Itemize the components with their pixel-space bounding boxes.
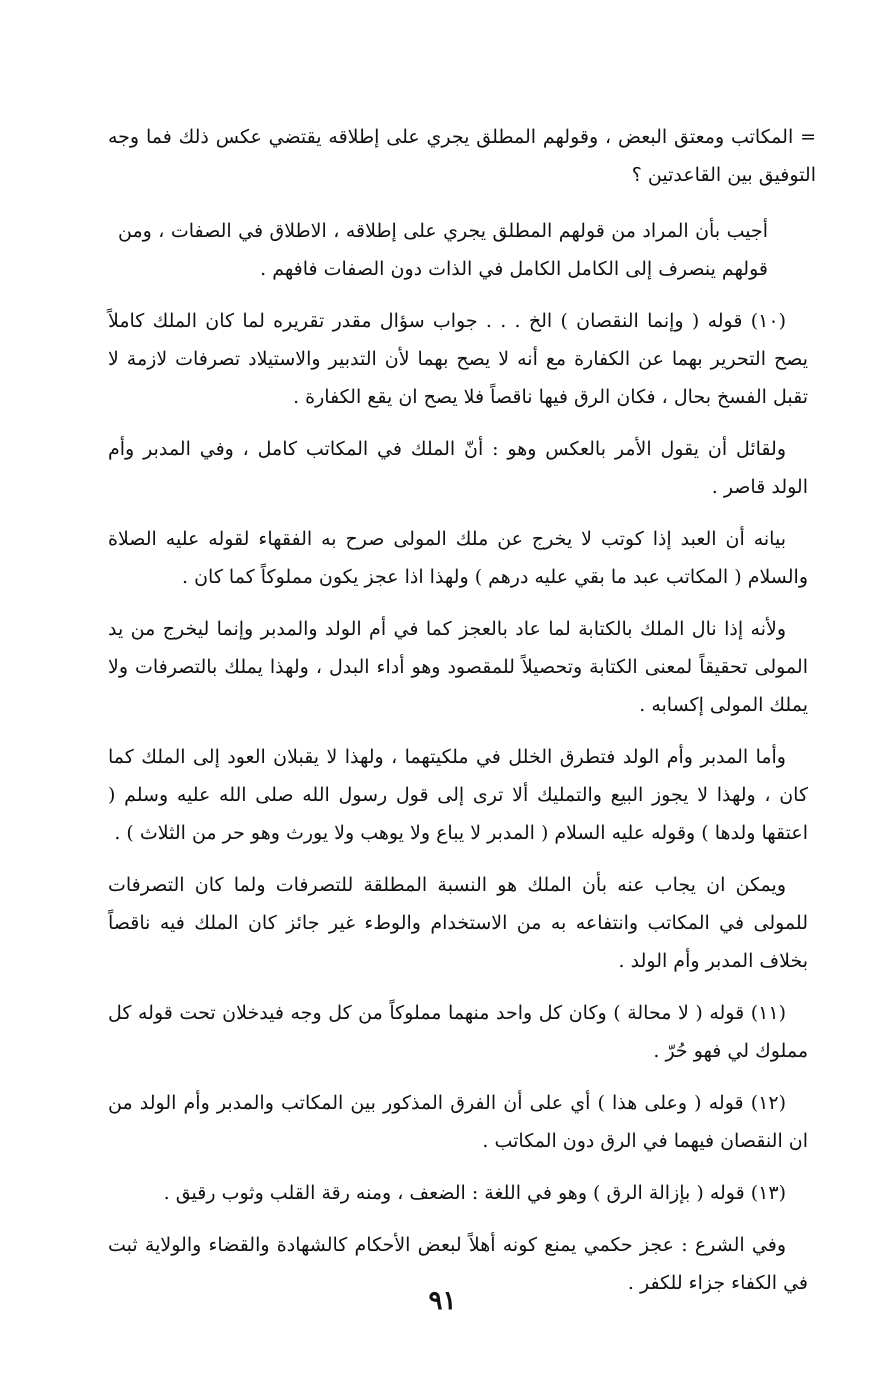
paragraph-reply: ويمكن ان يجاب عنه بأن الملك هو النسبة المطلقة للتصرفات ولما كان التصرفات للمولى في المكاتب وانتفاعه به من الاستخدام والوطء غير جائز كان الملك فيه ناقصاً بخلاف المدبر وأم الولد . xyxy=(108,874,808,972)
paragraph-note-11: (١١) قوله ( لا محالة ) وكان كل واحد منهما مملوكاً من كل وجه فيدخلان تحت قوله كل مملوك لي فهو حُرّ . xyxy=(108,1002,808,1062)
paragraph-answer: أجيب بأن المراد من قولهم المطلق يجري على إطلاقه ، الاطلاق في الصفات ، ومن قولهم ينصرف إلى الكامل الكامل في الذات دون الصفات فافهم . xyxy=(118,220,768,280)
paragraph-note-13: (١٣) قوله ( بإزالة الرق ) وهو في اللغة : الضعف ، ومنه رقة القلب وثوب رقيق . xyxy=(163,1182,786,1204)
paragraph-reason: ولأنه إذا نال الملك بالكتابة لما عاد بالعجز كما في أم الولد والمدبر وإنما ليخرج من يد المولى تحقيقاً لمعنى الكتابة وتحصيلاً للمقصود وهو أداء البدل ، ولهذا يملك بالتصرفات ولا يملك المولى إكسابه . xyxy=(108,618,808,716)
paragraph-continuation: = المكاتب ومعتق البعض ، وقولهم المطلق يجري على إطلاقه يقتضي عكس ذلك فما وجه التوفيق بين القاعدتين ؟ xyxy=(108,126,816,186)
document-body xyxy=(108,118,816,1316)
paragraph-mudabbar: وأما المدبر وأم الولد فتطرق الخلل في ملكيتهما ، ولهذا لا يقبلان العود إلى الملك كما كان ، ولهذا لا يجوز البيع والتمليك ألا ترى إلى قول رسول الله صلى الله عليه وسلم ( اعتقها ولدها ) وقوله عليه السلام ( المدبر لا يباع ولا يوهب ولا يورث وهو حر من الثلاث ) . xyxy=(108,746,808,844)
paragraph-note-10: (١٠) قوله ( وإنما النقصان ) الخ . . . جواب سؤال مقدر تقريره لما كان الملك كاملاً يصح التحرير بهما عن الكفارة مع أنه لا يصح بهما لأن التدبير والاستيلاد تصرفات لازمة لا تقبل الفسخ بحال ، فكان الرق فيها ناقصاً فلا يصح ان يقع الكفارة . xyxy=(108,310,808,408)
paragraph-note-12: (١٢) قوله ( وعلى هذا ) أي على أن الفرق المذكور بين المكاتب والمدبر وأم الولد من ان النقصان فيهما في الرق دون المكاتب . xyxy=(108,1092,808,1152)
paragraph-sharia-definition: وفي الشرع : عجز حكمي يمنع كونه أهلاً لبعض الأحكام كالشهادة والقضاء والولاية ثبت في الكفاء جزاء للكفر . xyxy=(108,1234,808,1294)
paragraph-explanation: بيانه أن العبد إذا كوتب لا يخرج عن ملك المولى صرح به الفقهاء لقوله عليه الصلاة والسلام ( المكاتب عبد ما بقي عليه درهم ) ولهذا اذا عجز يكون مملوكاً كما كان . xyxy=(108,528,808,588)
paragraph-objection: ولقائل أن يقول الأمر بالعكس وهو : أنّ الملك في المكاتب كامل ، وفي المدبر وأم الولد قاصر . xyxy=(108,438,808,498)
page-number: ٩١ xyxy=(428,1286,457,1316)
